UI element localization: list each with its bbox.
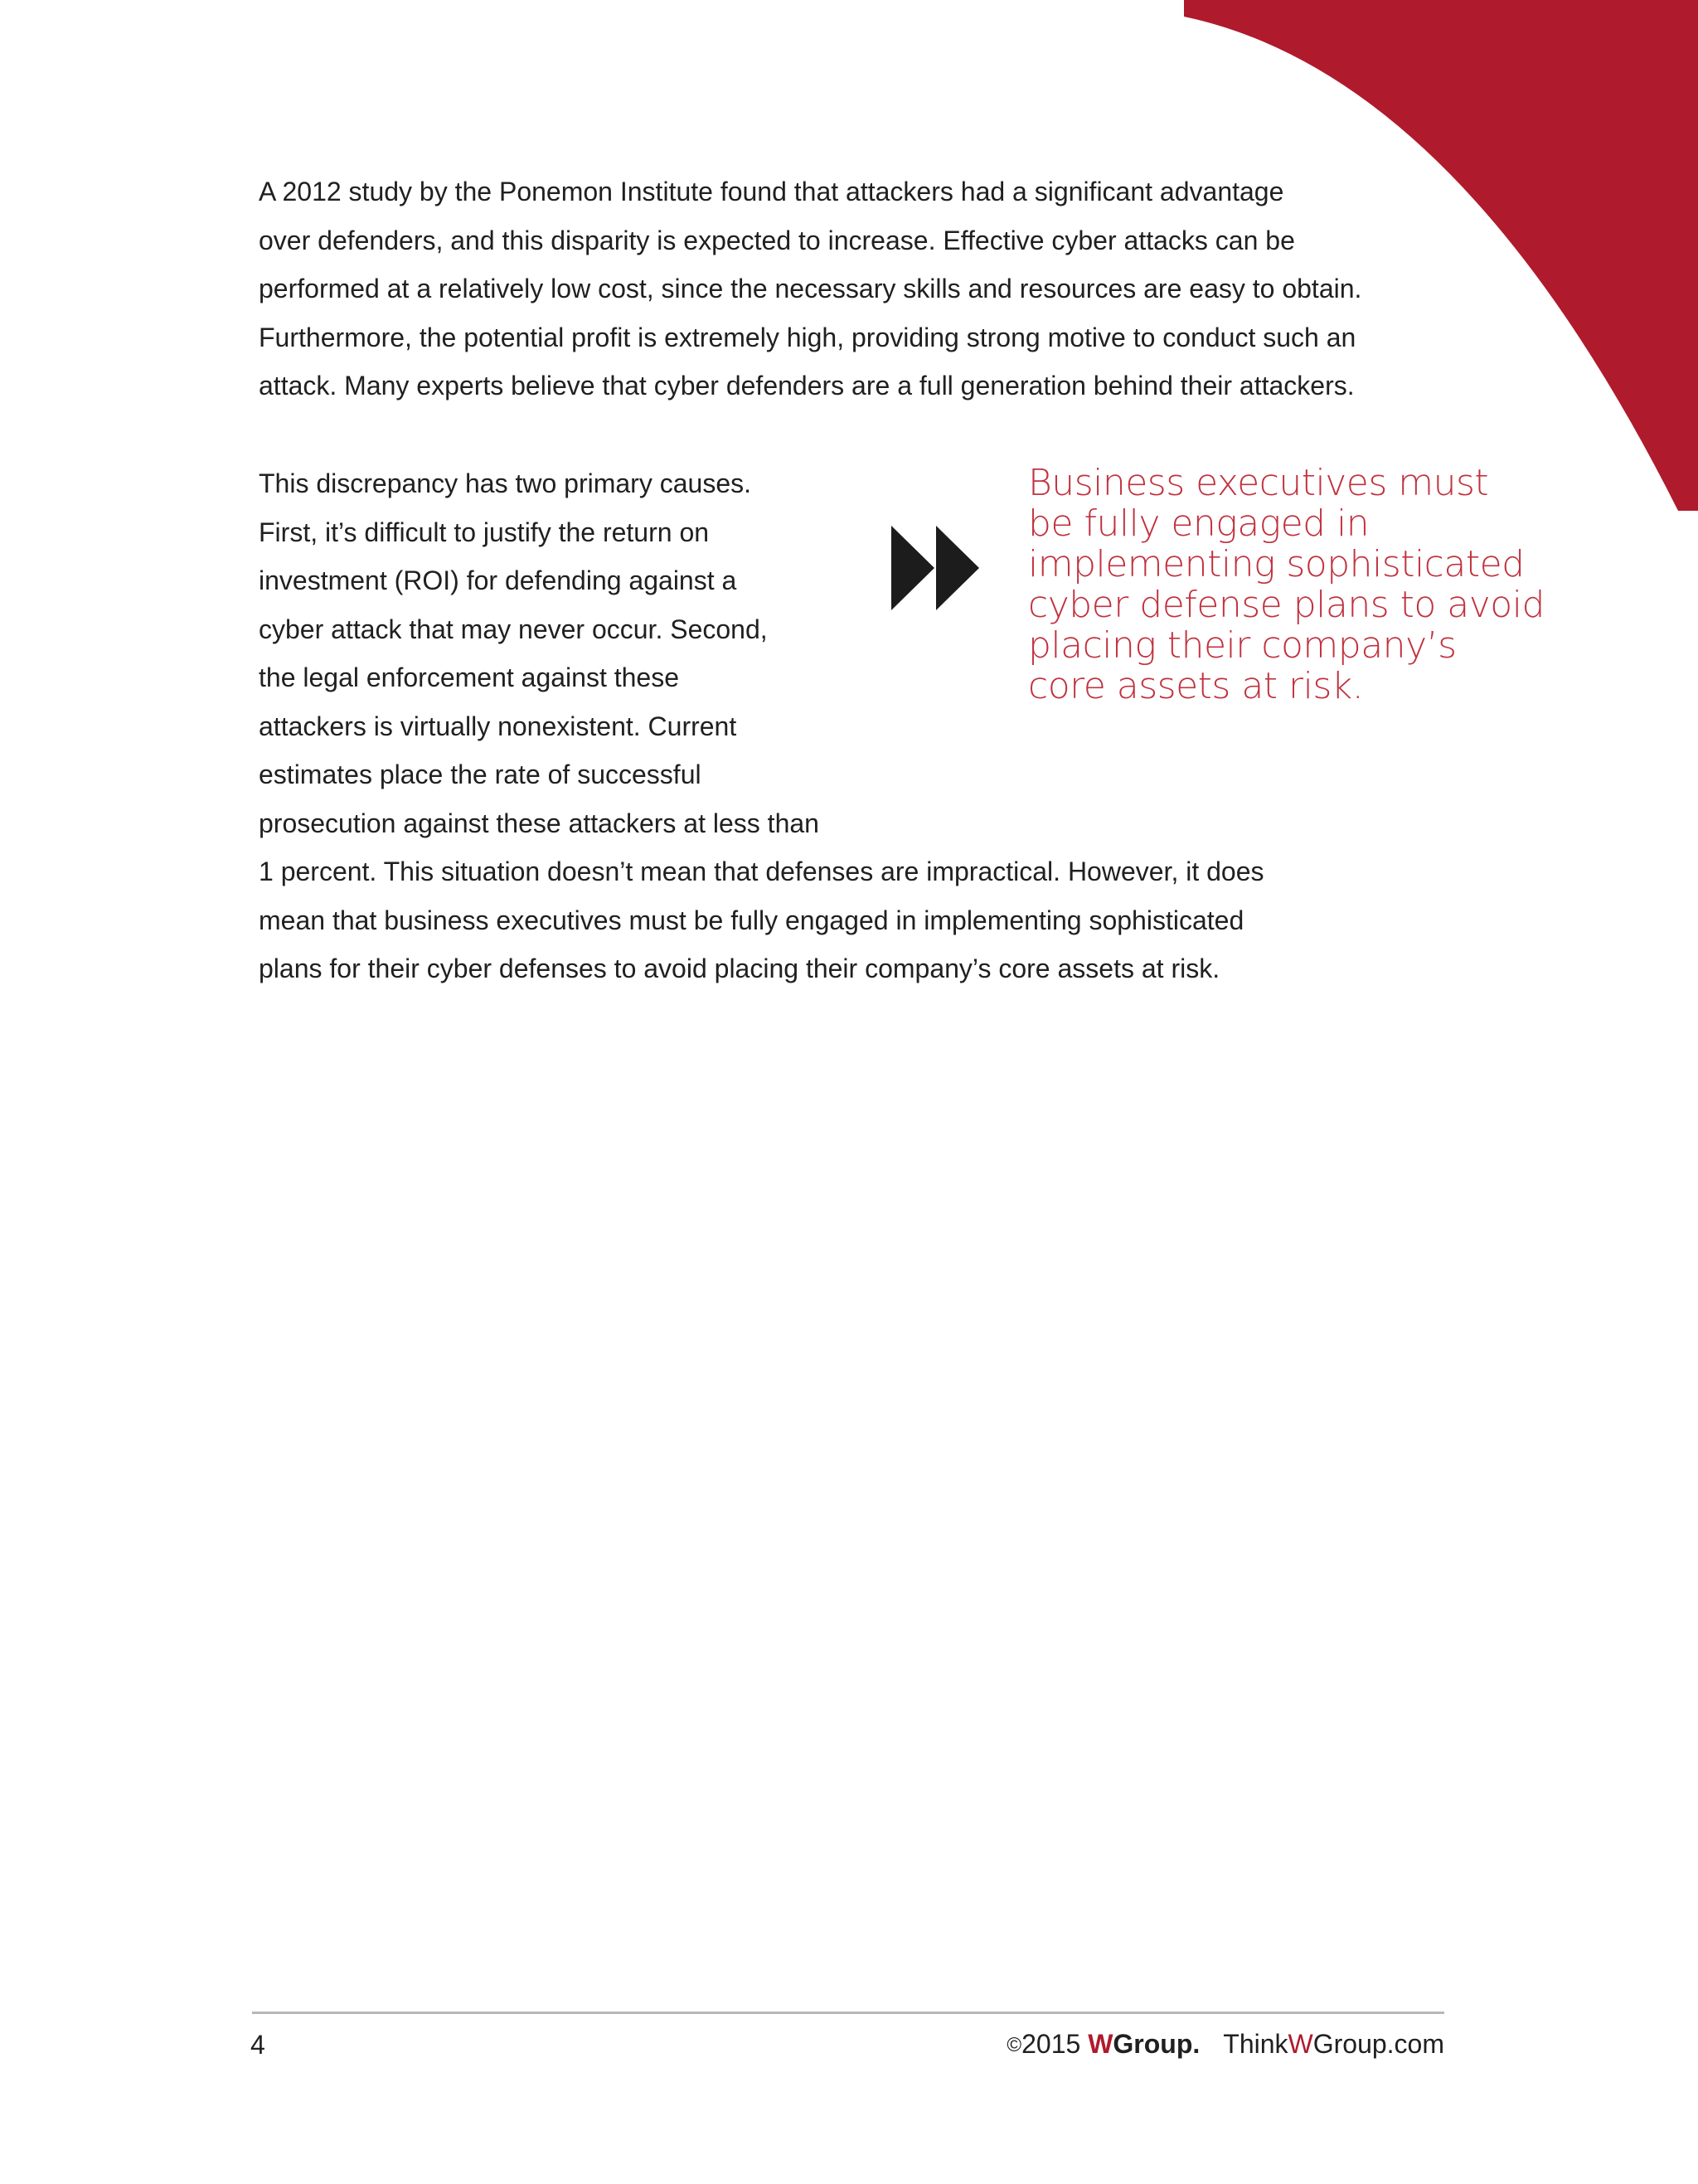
- page-number: 4: [250, 2030, 265, 2060]
- paragraph-line: the legal enforcement against these: [259, 662, 679, 692]
- pull-quote-line: core assets at risk.: [1028, 665, 1364, 707]
- paragraph-line: cyber attack that may never occur. Second,: [259, 614, 768, 644]
- brand-name: Group.: [1113, 2029, 1201, 2059]
- website-w: W: [1288, 2029, 1313, 2059]
- copyright-year: 2015: [1021, 2029, 1081, 2059]
- conclusion-paragraph: [259, 847, 1436, 993]
- paragraph-line: investment (ROI) for defending against a: [259, 565, 737, 595]
- pull-quote-line: placing their company’s: [1028, 624, 1457, 667]
- pull-quote-line: Business executives must: [1028, 462, 1489, 504]
- paragraph-line: over defenders, and this disparity is expected to increase. Effective cyber attacks can be: [259, 225, 1295, 255]
- footer-copyright: [1007, 2029, 1444, 2060]
- pull-quote-line: be fully engaged in: [1028, 502, 1370, 545]
- pull-quote-line: cyber defense plans to avoid: [1028, 584, 1545, 626]
- paragraph-line: A 2012 study by the Ponemon Institute found that attackers had a significant advantage: [259, 177, 1284, 206]
- brand-w: W: [1088, 2029, 1113, 2059]
- causes-paragraph: [259, 459, 856, 847]
- paragraph-line: performed at a relatively low cost, since the necessary skills and resources are easy to obtain.: [259, 274, 1362, 303]
- pull-quote: [1028, 463, 1559, 706]
- double-chevron-right-icon: [891, 526, 979, 610]
- paragraph-line: attack. Many experts believe that cyber defenders are a full generation behind their attackers.: [259, 371, 1355, 400]
- footer-divider: [252, 2012, 1444, 2014]
- paragraph-line: mean that business executives must be fully engaged in implementing sophisticated: [259, 905, 1244, 935]
- paragraph-line: This discrepancy has two primary causes.: [259, 468, 751, 498]
- copyright-symbol: ©: [1007, 2034, 1022, 2056]
- website-suffix: Group.com: [1312, 2029, 1444, 2059]
- paragraph-line: prosecution against these attackers at less than: [259, 808, 819, 838]
- pull-quote-line: implementing sophisticated: [1028, 543, 1525, 585]
- website-prefix: Think: [1223, 2029, 1288, 2059]
- paragraph-line: 1 percent. This situation doesn’t mean that defenses are impractical. However, it does: [259, 857, 1264, 886]
- paragraph-line: Furthermore, the potential profit is extremely high, providing strong motive to conduct such an: [259, 322, 1356, 352]
- paragraph-line: estimates place the rate of successful: [259, 760, 701, 789]
- paragraph-line: attackers is virtually nonexistent. Current: [259, 711, 737, 741]
- paragraph-line: First, it’s difficult to justify the return on: [259, 517, 710, 547]
- paragraph-line: plans for their cyber defenses to avoid placing their company’s core assets at risk.: [259, 954, 1220, 983]
- intro-paragraph: [259, 167, 1436, 410]
